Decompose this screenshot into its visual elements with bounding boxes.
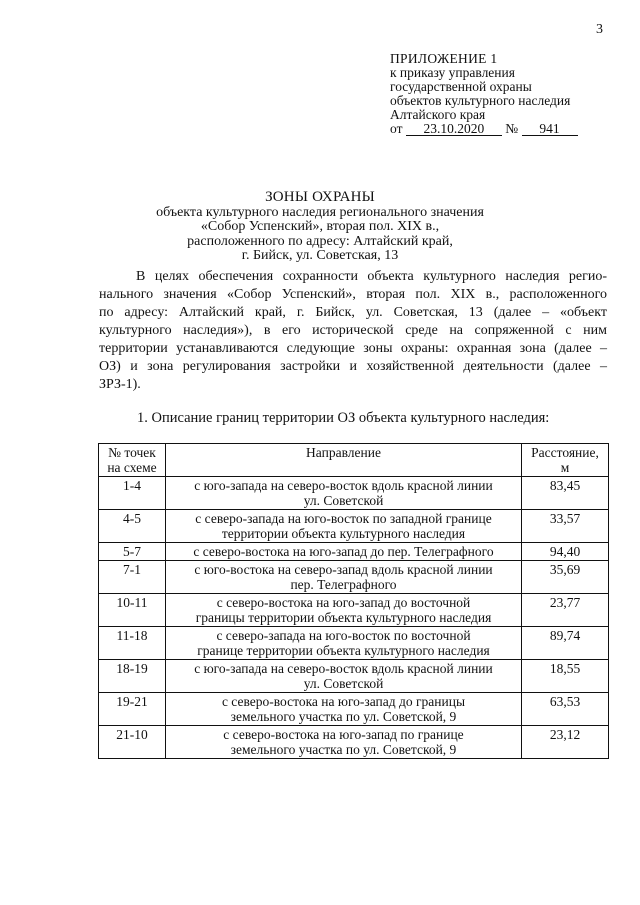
intro-line: В целях обеспечения сохранности объекта культурного наследия регио- <box>136 269 607 284</box>
header-direction: Направление <box>166 444 522 477</box>
table-row <box>99 510 609 543</box>
intro-line: ОЗ) и зона регулирования застройки и хозяйственной деятельности (далее – <box>99 359 607 374</box>
cell-distance: 18,55 <box>522 660 609 693</box>
order-date: 23.10.2020 <box>406 122 502 136</box>
intro-line: ЗРЗ-1). <box>99 377 141 392</box>
table-row <box>99 627 609 660</box>
page-number: 3 <box>596 22 603 37</box>
cell-points: 19-21 <box>99 693 166 726</box>
cell-direction: с северо-запада на юго-восток по восточной границе территории объекта культурного наследия <box>166 627 522 660</box>
cell-points: 7-1 <box>99 561 166 594</box>
table-row <box>99 543 609 561</box>
cell-points: 10-11 <box>99 594 166 627</box>
order-date-line <box>390 122 620 136</box>
table-header-row <box>99 444 609 477</box>
table-row <box>99 726 609 759</box>
intro-line: территории устанавливаются следующие зоны охраны: охранная зона (далее – <box>99 341 607 356</box>
heading-line: «Собор Успенский», вторая пол. XIX в., <box>200 219 440 234</box>
cell-direction: с северо-востока на юго-запад до восточной границы территории объекта культурного наследия <box>166 594 522 627</box>
appendix-line: государственной охраны <box>390 79 532 94</box>
cell-points: 1-4 <box>99 477 166 510</box>
cell-points: 21-10 <box>99 726 166 759</box>
intro-paragraph <box>99 268 607 394</box>
heading-line: г. Бийск, ул. Советская, 13 <box>241 248 399 263</box>
cell-distance: 23,77 <box>522 594 609 627</box>
intro-line: культурного наследия»), в его исторической среде на сопряженной с ним <box>99 323 607 338</box>
cell-points: 5-7 <box>99 543 166 561</box>
appendix-title: ПРИЛОЖЕНИЕ 1 <box>390 51 498 66</box>
table-row <box>99 561 609 594</box>
cell-points: 18-19 <box>99 660 166 693</box>
cell-points: 11-18 <box>99 627 166 660</box>
cell-distance: 83,45 <box>522 477 609 510</box>
cell-distance: 94,40 <box>522 543 609 561</box>
header-distance: Расстояние, м <box>522 444 609 477</box>
appendix-line: объектов культурного наследия <box>390 93 571 108</box>
table-row <box>99 594 609 627</box>
heading-line: объекта культурного наследия регионального значения <box>156 204 484 220</box>
document-heading <box>0 190 640 264</box>
appendix-line: Алтайского края <box>390 107 486 122</box>
cell-direction: с северо-востока на юго-запад по границе земельного участка по ул. Советской, 9 <box>166 726 522 759</box>
appendix-line: к приказу управления <box>390 65 515 80</box>
number-label: № <box>505 121 519 136</box>
cell-distance: 23,12 <box>522 726 609 759</box>
cell-distance: 33,57 <box>522 510 609 543</box>
table-row <box>99 693 609 726</box>
heading-line: расположенного по адресу: Алтайский край, <box>187 233 453 249</box>
intro-line: нального значения «Собор Успенский», вторая пол. XIX в., расположенного <box>99 287 607 302</box>
from-label: от <box>390 121 403 136</box>
heading-title: ЗОНЫ ОХРАНЫ <box>265 189 375 205</box>
cell-distance: 35,69 <box>522 561 609 594</box>
cell-direction: с северо-востока на юго-запад до границы земельного участка по ул. Советской, 9 <box>166 693 522 726</box>
cell-direction: с юго-запада на северо-восток вдоль красной линии ул. Советской <box>166 477 522 510</box>
cell-direction: с северо-востока на юго-запад до пер. Телеграфного <box>166 543 522 561</box>
order-number: 941 <box>522 122 578 136</box>
header-points: № точек на схеме <box>99 444 166 477</box>
cell-direction: с юго-запада на северо-восток вдоль красной линии ул. Советской <box>166 660 522 693</box>
cell-direction: с северо-запада на юго-восток по западной границе территории объекта культурного наследия <box>166 510 522 543</box>
table-row <box>99 660 609 693</box>
section-title: 1. Описание границ территории ОЗ объекта культурного наследия: <box>137 410 550 426</box>
appendix-block <box>390 52 620 136</box>
table-row <box>99 477 609 510</box>
cell-distance: 63,53 <box>522 693 609 726</box>
cell-direction: с юго-востока на северо-запад вдоль красной линии пер. Телеграфного <box>166 561 522 594</box>
cell-distance: 89,74 <box>522 627 609 660</box>
intro-line: по адресу: Алтайский край, г. Бийск, ул. Советская, 13 (далее – «объект <box>99 305 607 320</box>
boundaries-table <box>98 443 609 759</box>
cell-points: 4-5 <box>99 510 166 543</box>
